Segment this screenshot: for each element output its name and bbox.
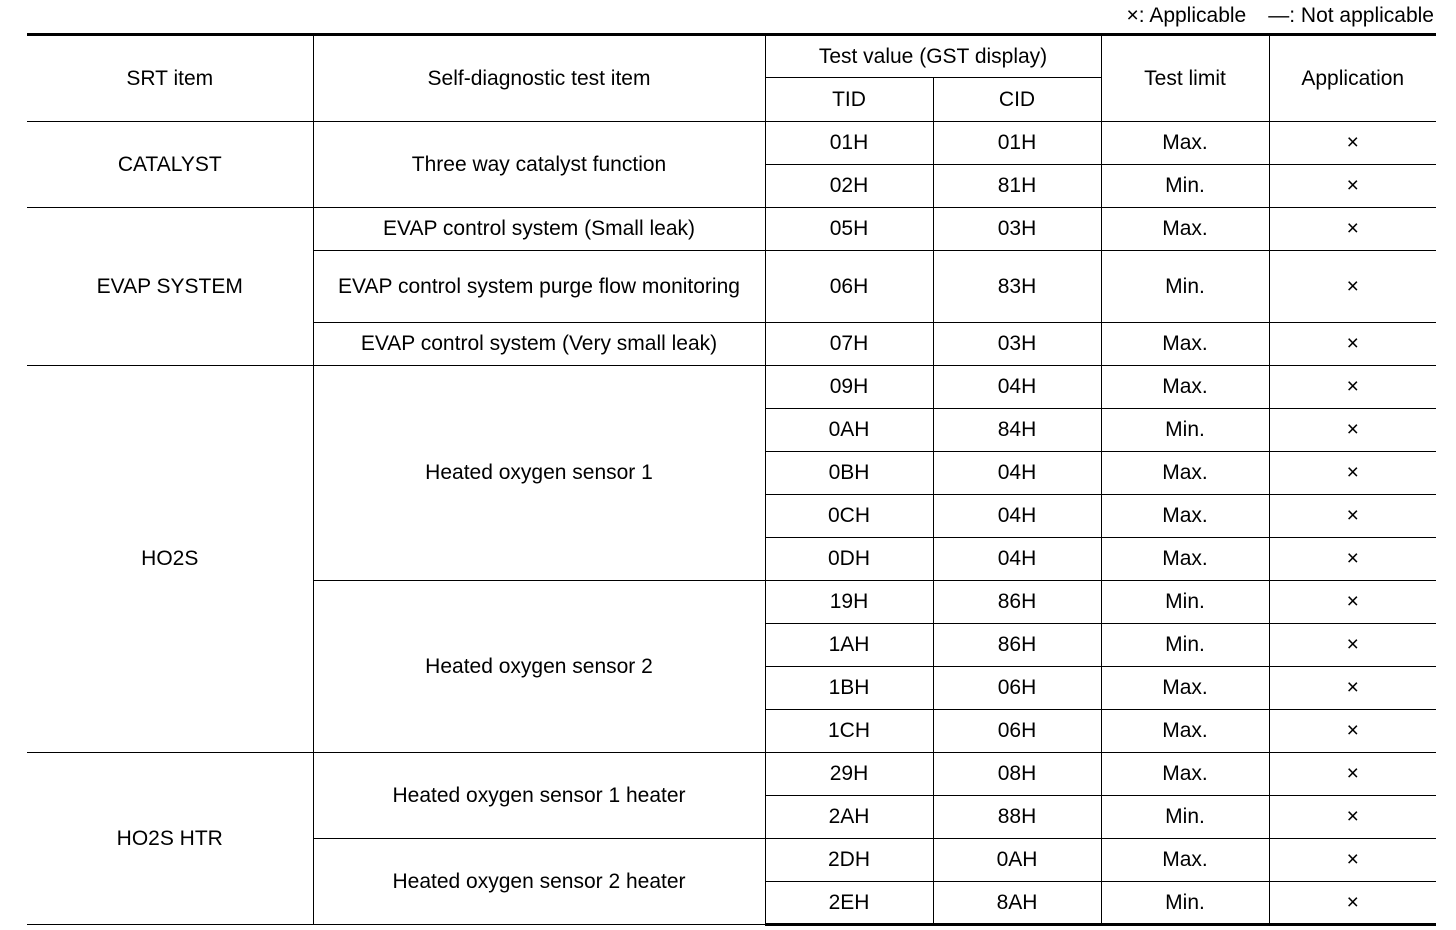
test-limit-cell: Max. (1101, 452, 1269, 495)
test-limit-cell: Max. (1101, 366, 1269, 409)
test-item-cell: EVAP control system (Small leak) (313, 208, 765, 251)
srt-item-cell: HO2S HTR (27, 753, 313, 925)
application-cell: × (1269, 624, 1436, 667)
cid-cell: 81H (933, 165, 1101, 208)
cid-cell: 01H (933, 122, 1101, 165)
srt-item-cell: CATALYST (27, 122, 313, 208)
test-item-cell: EVAP control system purge flow monitoring (313, 251, 765, 323)
cid-cell: 08H (933, 753, 1101, 796)
tid-cell: 29H (765, 753, 933, 796)
cid-cell: 84H (933, 409, 1101, 452)
test-limit-cell: Max. (1101, 839, 1269, 882)
application-cell: × (1269, 753, 1436, 796)
cid-cell: 04H (933, 366, 1101, 409)
test-limit-cell: Max. (1101, 538, 1269, 581)
tid-cell: 01H (765, 122, 933, 165)
tid-cell: 1BH (765, 667, 933, 710)
srt-table-container (27, 33, 1436, 926)
srt-item-cell: HO2S (27, 366, 313, 753)
application-cell: × (1269, 165, 1436, 208)
test-limit-cell: Min. (1101, 882, 1269, 925)
test-limit-cell: Min. (1101, 624, 1269, 667)
cid-cell: 8AH (933, 882, 1101, 925)
header-srt-item: SRT item (27, 35, 313, 122)
header-tid: TID (765, 78, 933, 122)
application-cell: × (1269, 122, 1436, 165)
header-self-diagnostic: Self-diagnostic test item (313, 35, 765, 122)
tid-cell: 0CH (765, 495, 933, 538)
tid-cell: 1CH (765, 710, 933, 753)
test-item-cell: Heated oxygen sensor 1 heater (313, 753, 765, 839)
tid-cell: 0AH (765, 409, 933, 452)
test-item-cell: Heated oxygen sensor 2 heater (313, 839, 765, 925)
srt-table (27, 33, 1436, 926)
test-limit-cell: Max. (1101, 753, 1269, 796)
srt-item-cell: EVAP SYSTEM (27, 208, 313, 366)
cid-cell: 86H (933, 624, 1101, 667)
tid-cell: 09H (765, 366, 933, 409)
cid-cell: 06H (933, 667, 1101, 710)
test-limit-cell: Min. (1101, 409, 1269, 452)
application-cell: × (1269, 839, 1436, 882)
header-cid: CID (933, 78, 1101, 122)
tid-cell: 2AH (765, 796, 933, 839)
table-body (27, 122, 1436, 925)
tid-cell: 0DH (765, 538, 933, 581)
application-cell: × (1269, 710, 1436, 753)
table-row (27, 122, 1436, 165)
test-limit-cell: Max. (1101, 667, 1269, 710)
tid-cell: 06H (765, 251, 933, 323)
header-row-1 (27, 35, 1436, 78)
application-cell: × (1269, 796, 1436, 839)
test-limit-cell: Max. (1101, 122, 1269, 165)
cid-cell: 03H (933, 208, 1101, 251)
application-cell: × (1269, 323, 1436, 366)
application-cell: × (1269, 882, 1436, 925)
tid-cell: 05H (765, 208, 933, 251)
test-item-cell: EVAP control system (Very small leak) (313, 323, 765, 366)
cid-cell: 04H (933, 452, 1101, 495)
legend-not-applicable: —: Not applicable (1268, 4, 1434, 27)
cid-cell: 04H (933, 538, 1101, 581)
test-limit-cell: Max. (1101, 208, 1269, 251)
cid-cell: 06H (933, 710, 1101, 753)
application-cell: × (1269, 208, 1436, 251)
application-cell: × (1269, 538, 1436, 581)
test-item-cell: Three way catalyst function (313, 122, 765, 208)
application-cell: × (1269, 667, 1436, 710)
test-item-cell: Heated oxygen sensor 2 (313, 581, 765, 753)
application-cell: × (1269, 452, 1436, 495)
table-row (27, 208, 1436, 251)
test-item-cell: Heated oxygen sensor 1 (313, 366, 765, 581)
table-row (27, 366, 1436, 409)
test-limit-cell: Min. (1101, 251, 1269, 323)
test-limit-cell: Max. (1101, 495, 1269, 538)
application-cell: × (1269, 495, 1436, 538)
tid-cell: 2EH (765, 882, 933, 925)
cid-cell: 86H (933, 581, 1101, 624)
legend (1127, 4, 1434, 28)
test-limit-cell: Min. (1101, 581, 1269, 624)
application-cell: × (1269, 251, 1436, 323)
table-row (27, 753, 1436, 796)
application-cell: × (1269, 409, 1436, 452)
tid-cell: 2DH (765, 839, 933, 882)
tid-cell: 07H (765, 323, 933, 366)
tid-cell: 02H (765, 165, 933, 208)
header-application: Application (1269, 35, 1436, 122)
cid-cell: 03H (933, 323, 1101, 366)
cid-cell: 0AH (933, 839, 1101, 882)
application-cell: × (1269, 366, 1436, 409)
application-cell: × (1269, 581, 1436, 624)
tid-cell: 0BH (765, 452, 933, 495)
header-test-limit: Test limit (1101, 35, 1269, 122)
cid-cell: 04H (933, 495, 1101, 538)
legend-applicable: ×: Applicable (1126, 4, 1247, 27)
tid-cell: 1AH (765, 624, 933, 667)
test-limit-cell: Max. (1101, 323, 1269, 366)
test-limit-cell: Max. (1101, 710, 1269, 753)
test-limit-cell: Min. (1101, 796, 1269, 839)
tid-cell: 19H (765, 581, 933, 624)
test-limit-cell: Min. (1101, 165, 1269, 208)
cid-cell: 83H (933, 251, 1101, 323)
cid-cell: 88H (933, 796, 1101, 839)
header-test-value: Test value (GST display) (765, 35, 1101, 78)
